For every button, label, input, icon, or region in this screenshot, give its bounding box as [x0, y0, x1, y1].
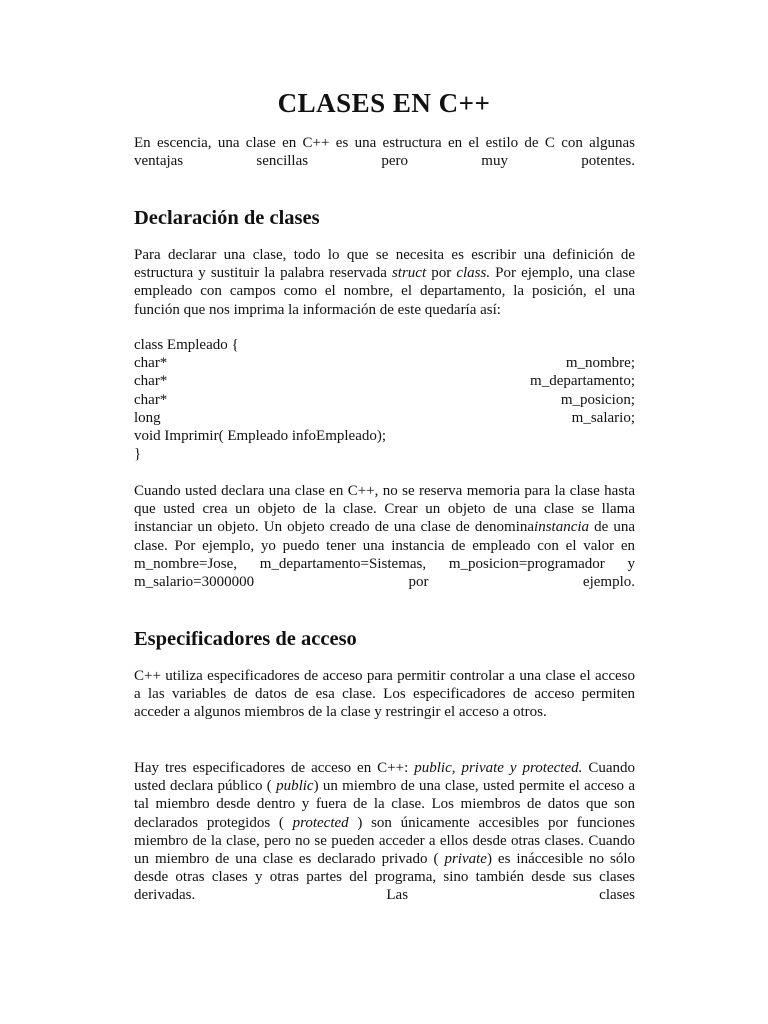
code-member: m_departamento;: [530, 373, 635, 390]
access-specifiers-list: public, private y protected.: [414, 760, 583, 776]
intro-line-1: En escencia, una clase en C++ es una estructura en el estilo de C con algunas: [134, 135, 635, 151]
page-title: CLASES EN C++: [277, 88, 491, 118]
paragraph-text: C++ utiliza especificadores de acceso para permitir controlar a una clase el acceso a las variables de datos de esa clase. Los especificadores de acceso permiten acceder a algunos miembros de la clase y restringir el acceso a otros.: [134, 668, 635, 721]
code-row: [134, 354, 635, 372]
text-run: ) es ináccesible no sólo desde otras clases y otras partes del programa, sino también desde sus clases derivadas. Las clases: [134, 851, 636, 904]
text-run: Hay tres especificadores de acceso en C++:: [134, 760, 415, 776]
text-run: Cuando usted declara una clase en C++, no se reserva memoria para la clase hasta que usted crea un objeto de la clase. Crear un objeto de una clase se llama instanciar un objeto. Un objeto creado de una clase de denomina: [134, 483, 635, 536]
especificadores-paragraph-2: [134, 759, 635, 905]
section-heading-declaracion: Declaración de clases: [134, 207, 320, 229]
code-line-close: }: [134, 446, 142, 463]
text-run: Por ejemplo, una clase empleado con campos como el nombre, el departamento, la posición, el una función que nos imprima la información de este quedaría así:: [134, 265, 635, 318]
code-member: m_posicion;: [560, 391, 635, 408]
text-run: de una clase. Por ejemplo, yo puedo tener una instancia de empleado con el valor en m_nombre=Jose, m_departamento=Sistemas, m_posicion=programador y m_salario=3000000 por ejemplo.: [134, 519, 635, 591]
code-block: [134, 336, 635, 463]
declaracion-paragraph-2: [134, 482, 635, 591]
text-run: ) son únicamente accesibles por funciones miembro de la clase, pero no se pueden acceder a ellos desde otras clases. Cuando un miembro de una clase es declarado privado (: [134, 814, 635, 868]
code-line-method: void Imprimir( Empleado infoEmpleado);: [134, 427, 387, 444]
text-run: ) un miembro de una clase, usted permite el acceso a tal miembro desde dentro y fuera de la clase. Los miembros de datos que son declarados protegidos (: [134, 778, 636, 831]
section-especificadores: [134, 628, 635, 651]
text-run: Para declarar una clase, todo lo que se necesita es escribir una definición de estructura y sustituir la palabra reservada: [134, 247, 635, 282]
term-instancia: instancia: [534, 519, 590, 536]
text-run: Cuando usted declara público (: [134, 760, 635, 795]
keyword-protected: protected: [292, 814, 349, 831]
code-row: [134, 391, 635, 409]
paragraph-text: [134, 482, 635, 591]
code-type: char*: [134, 391, 168, 408]
keyword-private: private: [444, 851, 487, 868]
code-type: char*: [134, 355, 168, 372]
code-row: [134, 409, 635, 427]
declaracion-paragraph-1: [134, 246, 635, 319]
code-line-open: class Empleado {: [134, 337, 239, 353]
section-heading-especificadores: Especificadores de acceso: [134, 628, 357, 650]
text-run: por: [426, 265, 457, 282]
code-member: m_nombre;: [565, 355, 635, 372]
intro-line-2: ventajas sencillas pero muy potentes.: [134, 153, 635, 170]
paragraph-text: [134, 759, 635, 905]
keyword-struct: struct: [391, 265, 427, 282]
code-type: char*: [134, 373, 168, 390]
section-declaracion: [134, 207, 635, 230]
code-type: long: [134, 409, 161, 426]
especificadores-paragraph-1: [134, 667, 635, 722]
code-member: m_salario;: [571, 409, 635, 426]
paragraph-text: [134, 246, 635, 319]
intro-paragraph: [134, 134, 635, 170]
keyword-public: public: [276, 778, 314, 795]
keyword-class: class.: [456, 265, 491, 282]
code-row: [134, 372, 635, 390]
